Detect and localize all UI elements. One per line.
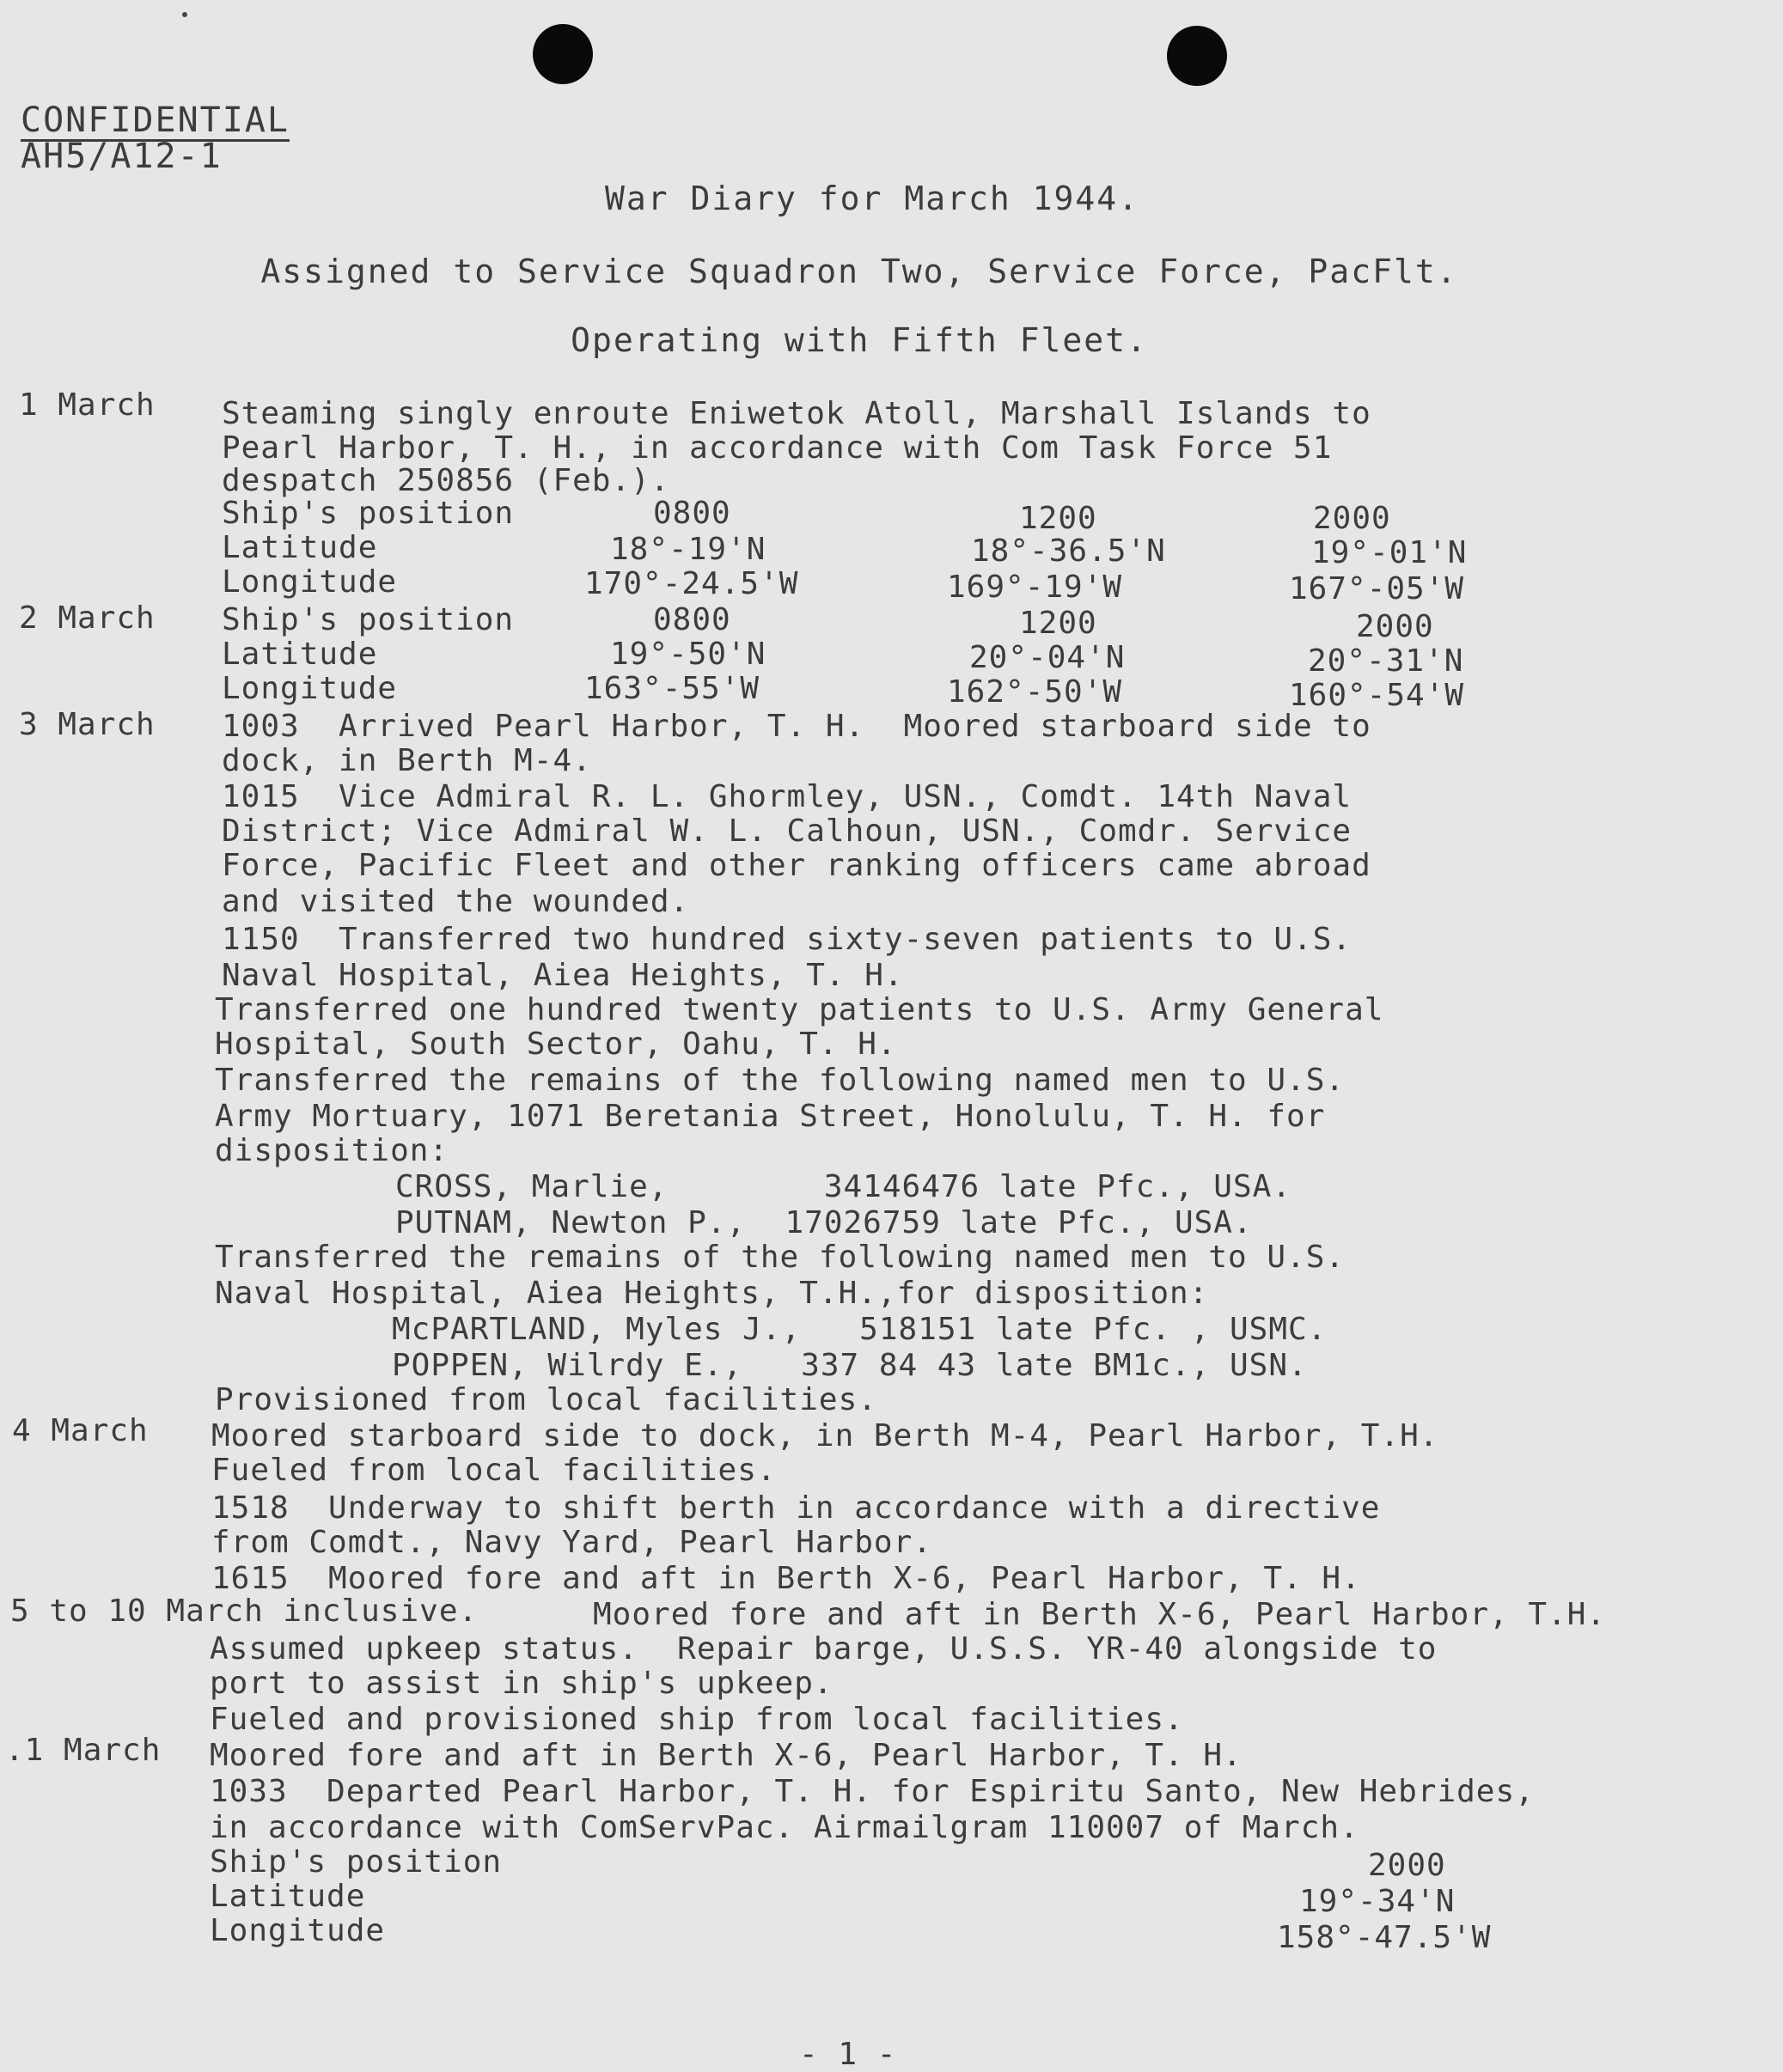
entry-text-line: in accordance with ComServPac. Airmailgram 110007 of March. [210, 1810, 1359, 1845]
longitude-value: 162°-50'W [947, 674, 1123, 710]
latitude-value: 19°-50'N [610, 637, 766, 672]
entry-date-1-march: 1 March [19, 387, 156, 423]
entry-text-line: Provisioned from local facilities. [215, 1382, 877, 1417]
entry-text-line: 1033 Departed Pearl Harbor, T. H. for Espiritu Santo, New Hebrides, [210, 1774, 1535, 1809]
entry-date-2-march: 2 March [19, 600, 156, 636]
binder-hole-left [533, 24, 593, 84]
latitude-label: Latitude [210, 1879, 366, 1914]
assignment-line: Assigned to Service Squadron Two, Service Force, PacFlt. [260, 253, 1458, 290]
latitude-value: 18°-19'N [610, 532, 766, 567]
entry-text-line: 1150 Transferred two hundred sixty-seven patients to U.S. [222, 922, 1353, 957]
entry-text-line: Naval Hospital, Aiea Heights, T.H.,for disposition: [215, 1276, 1209, 1311]
entry-date-4-march: 4 March [12, 1413, 149, 1448]
remains-record: CROSS, Marlie, 34146476 late Pfc., USA. [395, 1169, 1291, 1204]
position-label: Ship's position [210, 1844, 503, 1880]
entry-text-line: dock, in Berth M-4. [222, 743, 592, 778]
entry-text-line: 1003 Arrived Pearl Harbor, T. H. Moored starboard side to [222, 709, 1371, 744]
latitude-value: 19°-01'N [1311, 535, 1468, 570]
diary-title: War Diary for March 1944. [605, 180, 1139, 217]
entry-text-line: Transferred the remains of the following named men to U.S. [215, 1240, 1346, 1275]
remains-record: PUTNAM, Newton P., 17026759 late Pfc., USA. [395, 1205, 1253, 1240]
latitude-label: Latitude [222, 637, 378, 672]
latitude-value: 18°-36.5'N [971, 533, 1166, 569]
classification-header: CONFIDENTIAL [21, 101, 290, 140]
entry-text-line: Fueled and provisioned ship from local facilities. [210, 1702, 1184, 1737]
longitude-value: 167°-05'W [1289, 571, 1465, 606]
remains-record: McPARTLAND, Myles J., 518151 late Pfc. , USMC. [392, 1312, 1328, 1347]
entry-text-line: Fueled from local facilities. [211, 1453, 777, 1488]
speck-mark [182, 12, 187, 17]
entry-text-line: 1015 Vice Admiral R. L. Ghormley, USN., Comdt. 14th Naval [222, 779, 1353, 814]
latitude-value: 20°-04'N [969, 640, 1126, 675]
position-time: 1200 [1019, 606, 1097, 641]
longitude-value: 160°-54'W [1289, 678, 1465, 713]
longitude-value: 169°-19'W [947, 570, 1123, 605]
longitude-value: 163°-55'W [584, 671, 760, 706]
longitude-label: Longitude [222, 671, 398, 706]
entry-text-line: Pearl Harbor, T. H., in accordance with Com Task Force 51 [222, 430, 1333, 466]
entry-text-line: 1518 Underway to shift berth in accordance with a directive [211, 1490, 1381, 1526]
file-reference: AH5/A12-1 [21, 137, 223, 176]
entry-date-5-to-10-march: 5 to 10 March inclusive. [10, 1594, 479, 1629]
position-label: Ship's position [222, 496, 515, 531]
longitude-label: Longitude [210, 1913, 386, 1948]
position-time: 0800 [653, 496, 731, 531]
entry-text-line: Assumed upkeep status. Repair barge, U.S.S. YR-40 alongside to [210, 1631, 1438, 1667]
entry-text-line: Force, Pacific Fleet and other ranking officers came abroad [222, 848, 1371, 883]
entry-text-line: port to assist in ship's upkeep. [210, 1666, 833, 1701]
position-time: 2000 [1313, 501, 1391, 536]
latitude-value: 20°-31'N [1308, 643, 1464, 679]
latitude-label: Latitude [222, 530, 378, 565]
entry-date-11-march: .1 March [5, 1733, 162, 1768]
longitude-value: 158°-47.5'W [1277, 1920, 1492, 1955]
entry-date-3-march: 3 March [19, 707, 156, 742]
binder-hole-right [1167, 26, 1227, 86]
entry-text-line: and visited the wounded. [222, 884, 690, 919]
entry-text-line: Army Mortuary, 1071 Beretania Street, Honolulu, T. H. for [215, 1099, 1326, 1134]
entry-text-line: disposition: [215, 1133, 449, 1168]
position-time: 2000 [1356, 609, 1434, 644]
entry-text-line: Transferred the remains of the following named men to U.S. [215, 1063, 1346, 1098]
entry-text-line: despatch 250856 (Feb.). [222, 463, 670, 498]
position-time: 0800 [653, 602, 731, 637]
position-label: Ship's position [222, 602, 515, 637]
operation-line: Operating with Fifth Fleet. [571, 321, 1148, 359]
position-time: 2000 [1368, 1848, 1446, 1883]
longitude-label: Longitude [222, 564, 398, 600]
page-number: - 1 - [799, 2037, 897, 2072]
entry-text-line: 1615 Moored fore and aft in Berth X-6, Pearl Harbor, T. H. [211, 1561, 1361, 1596]
latitude-value: 19°-34'N [1299, 1884, 1456, 1919]
entry-text-line: from Comdt., Navy Yard, Pearl Harbor. [211, 1525, 932, 1560]
entry-text-line: Moored fore and aft in Berth X-6, Pearl Harbor, T.H. [593, 1597, 1607, 1632]
remains-record: POPPEN, Wilrdy E., 337 84 43 late BM1c., USN. [392, 1348, 1308, 1383]
entry-text-line: Hospital, South Sector, Oahu, T. H. [215, 1027, 897, 1062]
longitude-value: 170°-24.5'W [584, 566, 799, 601]
entry-text-line: District; Vice Admiral W. L. Calhoun, USN., Comdr. Service [222, 814, 1353, 849]
entry-text-line: Naval Hospital, Aiea Heights, T. H. [222, 958, 904, 993]
entry-text-line: Steaming singly enroute Eniwetok Atoll, Marshall Islands to [222, 396, 1371, 431]
entry-text-line: Moored starboard side to dock, in Berth M-4, Pearl Harbor, T.H. [211, 1418, 1439, 1453]
position-time: 1200 [1019, 501, 1097, 536]
entry-text-line: Transferred one hundred twenty patients to U.S. Army General [215, 992, 1384, 1027]
entry-text-line: Moored fore and aft in Berth X-6, Pearl Harbor, T. H. [210, 1738, 1243, 1773]
